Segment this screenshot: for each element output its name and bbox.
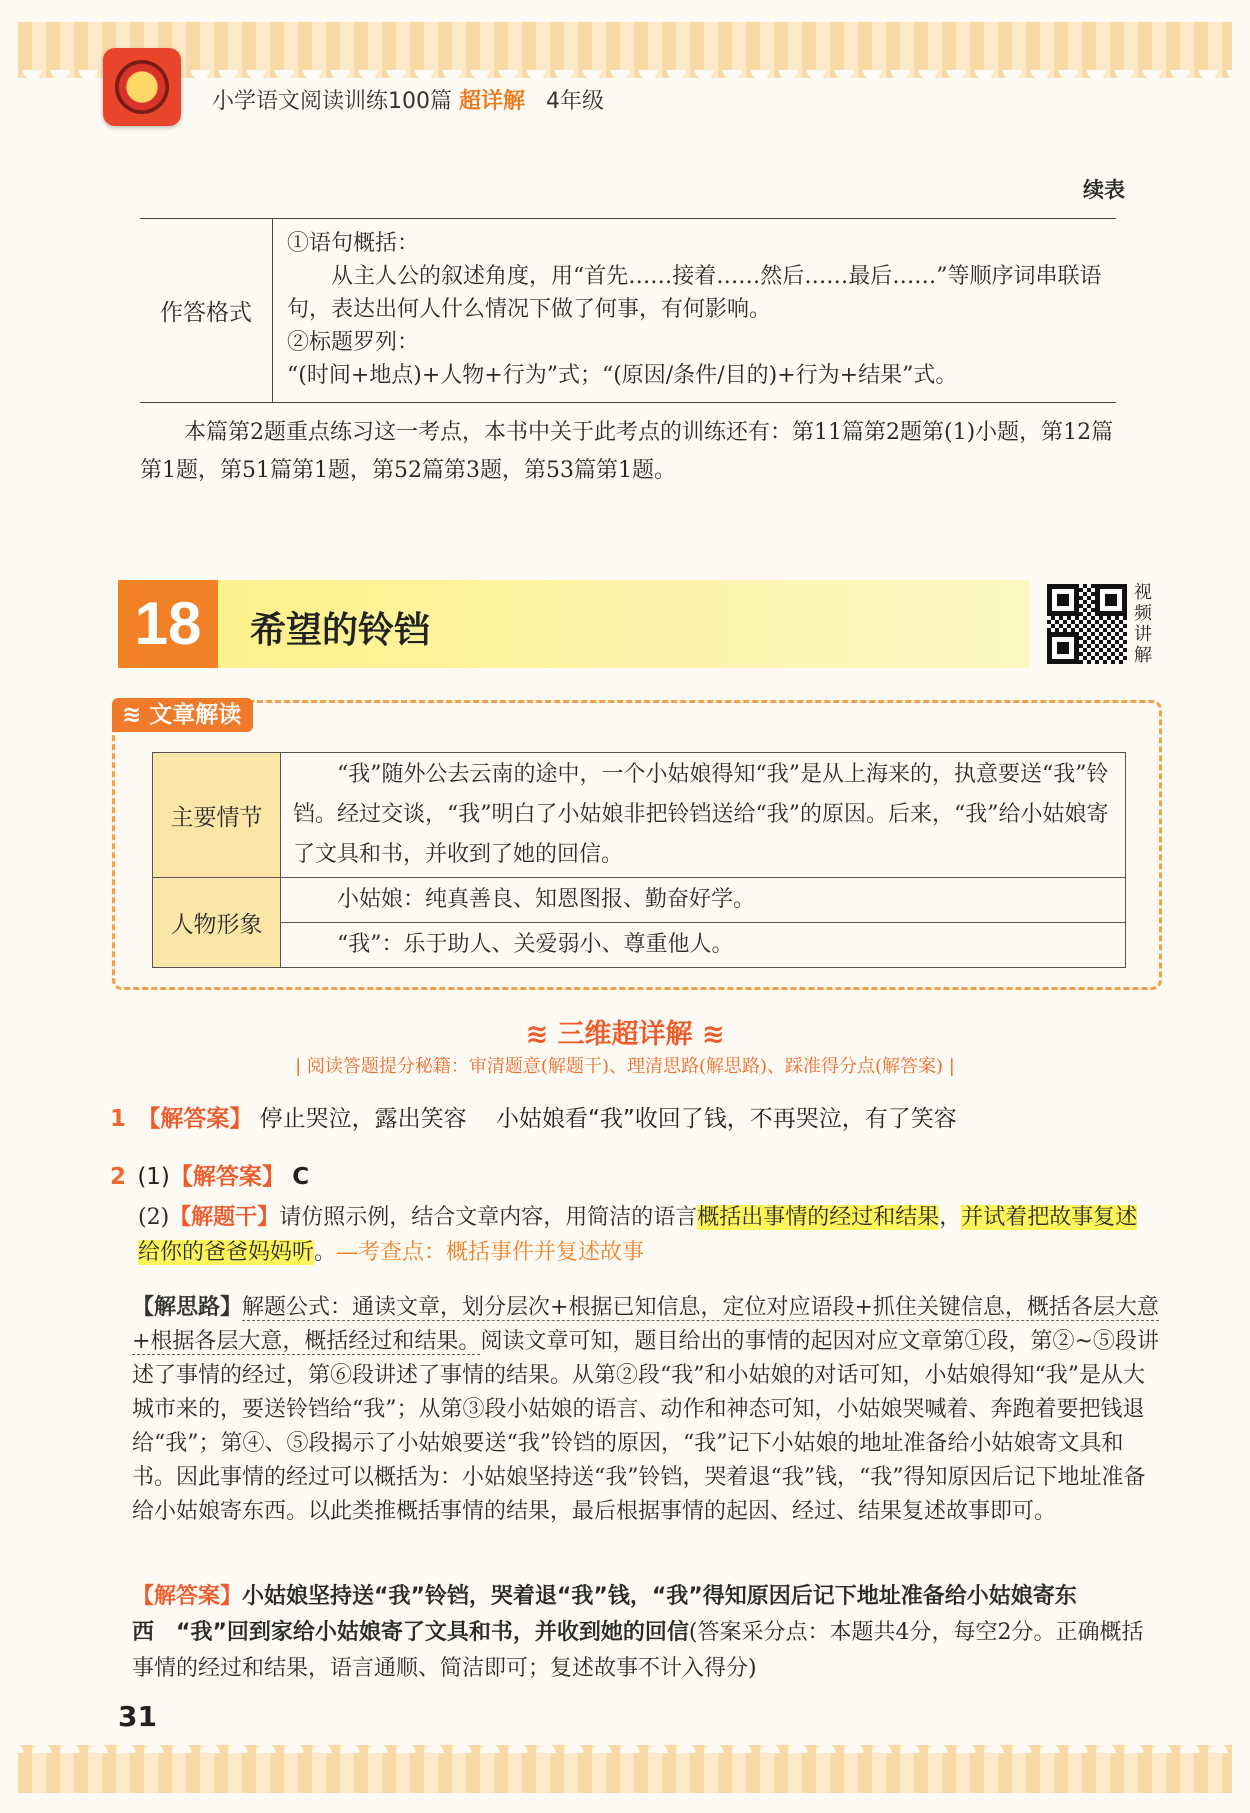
section-title-text: 三维超详解	[557, 1019, 693, 1050]
lesson-banner	[118, 580, 1030, 668]
q2-answer-text: 小姑娘坚持送“我”铃铛，哭着退“我”钱，“我”得知原因后记下地址准备给小姑娘寄东西 “我”回到家给小姑娘寄了文具和书，并收到她的回信	[132, 1584, 1077, 1645]
article-table	[152, 752, 1126, 968]
book-title: 小学语文阅读训练100篇	[212, 89, 452, 114]
q2-answer-tag: 【解答案】	[132, 1583, 243, 1609]
q2-part1	[110, 1160, 309, 1194]
main-plot-label: 主要情节	[153, 753, 281, 878]
lesson-title: 希望的铃铛	[250, 610, 431, 651]
format-body	[273, 219, 1117, 403]
q2-part1-answer: C	[292, 1164, 310, 1190]
q1-tag: 【解答案】	[137, 1106, 253, 1132]
q2-answer	[132, 1578, 1162, 1687]
q2-think-tag: 【解思路】	[132, 1294, 243, 1320]
q1-answer-b: 小姑娘看“我”收回了钱，不再哭泣，有了笑容	[495, 1106, 957, 1132]
footer-band	[18, 1745, 1232, 1793]
format-line: 从主人公的叙述角度，用“首先……接着……然后……最后……”等顺序词串联语句，表达出何人什么情况下做了何事，有何影响。	[287, 264, 1102, 322]
q2-stem-highlight-1: 概括出事情的经过和结果	[697, 1205, 940, 1230]
character-me-cell	[281, 923, 1126, 968]
q1-number: 1	[110, 1106, 127, 1132]
article-box-tag: ≋ 文章解读	[112, 698, 253, 732]
continued-label: 续表	[1083, 178, 1125, 202]
q2-think	[132, 1290, 1162, 1529]
main-plot-cell	[281, 753, 1126, 878]
character-label: 人物形象	[153, 878, 281, 968]
book-highlight: 超详解	[459, 89, 526, 114]
format-line: ②标题罗列：	[287, 330, 420, 355]
format-line: ①语句概括：	[287, 231, 420, 256]
q2-stem-mid: ，	[939, 1205, 962, 1230]
book-grade: 4年级	[546, 89, 605, 114]
q1-answer-a: 停止哭泣，露出笑容	[259, 1106, 467, 1132]
page-number: 31	[118, 1700, 157, 1733]
answer-format-table	[140, 218, 1116, 403]
q2-stem-tag: 【解题干】	[169, 1204, 280, 1230]
q2-part2-label: (2)	[138, 1205, 170, 1230]
q2-stem-highlight-2: 并试着把故事复述给你的爸爸妈妈听	[138, 1205, 1138, 1265]
format-line: “(时间+地点)+人物+行为”式；“(原因/条件/目的)+行为+结果”式。	[287, 363, 958, 388]
character-me: “我”：乐于助人、关爱弱小、尊重他人。	[337, 932, 734, 957]
header-band	[18, 22, 1232, 78]
character-girl-cell	[281, 878, 1126, 923]
qr-code-icon[interactable]	[1047, 584, 1127, 664]
practice-note: 本篇第2题重点练习这一考点，本书中关于此考点的训练还有：第11篇第2题第(1)小题，第12篇第1题，第51篇第1题，第52篇第3题，第53篇第1题。	[140, 420, 1114, 483]
lesson-number: 18	[118, 580, 218, 668]
qr-label: 视频讲解	[1134, 582, 1152, 666]
q2-stem	[138, 1200, 1158, 1270]
q2-stem-plain: 请仿照示例，结合文章内容，用简洁的语言	[279, 1205, 698, 1230]
publisher-logo	[103, 48, 181, 126]
q2-think-body: 阅读文章可知，题目给出的事情的起因对应文章第①段，第②~⑤段讲述了事情的经过，第⑥段讲述了事情的结果。从第②段“我”和小姑娘的对话可知，小姑娘得知“我”是从大城市来的，要送铃铛给“我”；从第③段小姑娘的语言、动作和神态可知，小姑娘哭喊着、奔跑着要把钱退给“我”；第④、⑤段揭示了小姑娘要送“我”铃铛的原因，“我”记下小姑娘的地址准备给小姑娘寄文具和书。因此事情的经过可以概括为：小姑娘坚持送“我”铃铛，哭着退“我”钱，“我”得知原因后记下地址准备给小姑娘寄东西。以此类推概括事情的结果，最后根据事情的起因、经过、结果复述故事即可。	[132, 1329, 1159, 1524]
q2-part1-label: (1)	[137, 1164, 170, 1190]
book-header	[212, 84, 604, 115]
article-box-tag-text: 文章解读	[149, 702, 242, 728]
format-label: 作答格式	[140, 219, 273, 403]
logo-emblem-icon	[115, 60, 169, 114]
q2-answer-note: (答案采分点：本题共4分，每空2分。正确概括事情的经过和结果，语言通顺、简洁即可；复述故事不计入得分)	[132, 1620, 1144, 1681]
main-plot-text: “我”随外公去云南的途中，一个小姑娘得知“我”是从上海来的，执意要送“我”铃铛。经过交谈，“我”明白了小姑娘非把铃铛送给“我”的原因。后来，“我”给小姑娘寄了文具和书，并收到了她的回信。	[293, 762, 1109, 867]
q2-stem-note: —考查点：概括事件并复述故事	[336, 1240, 645, 1265]
q2-number: 2	[110, 1164, 127, 1190]
character-girl: 小姑娘：纯真善良、知恩图报、勤奋好学。	[337, 887, 756, 912]
q2-think-formula: 解题公式：通读文章，划分层次+根据已知信息，定位对应语段+抓住关键信息，概括各层大意+根据各层大意，概括经过和结果。	[132, 1295, 1159, 1354]
section-title: ≋ 三维超详解 ≋	[525, 1019, 725, 1050]
q2-stem-end: 。	[314, 1240, 337, 1265]
q1-line	[110, 1102, 957, 1136]
q2-part1-tag: 【解答案】	[169, 1164, 285, 1190]
section-subtitle: | 阅读答题提分秘籍：审清题意(解题干)、理清思路(解思路)、踩准得分点(解答案) |	[295, 1056, 955, 1077]
